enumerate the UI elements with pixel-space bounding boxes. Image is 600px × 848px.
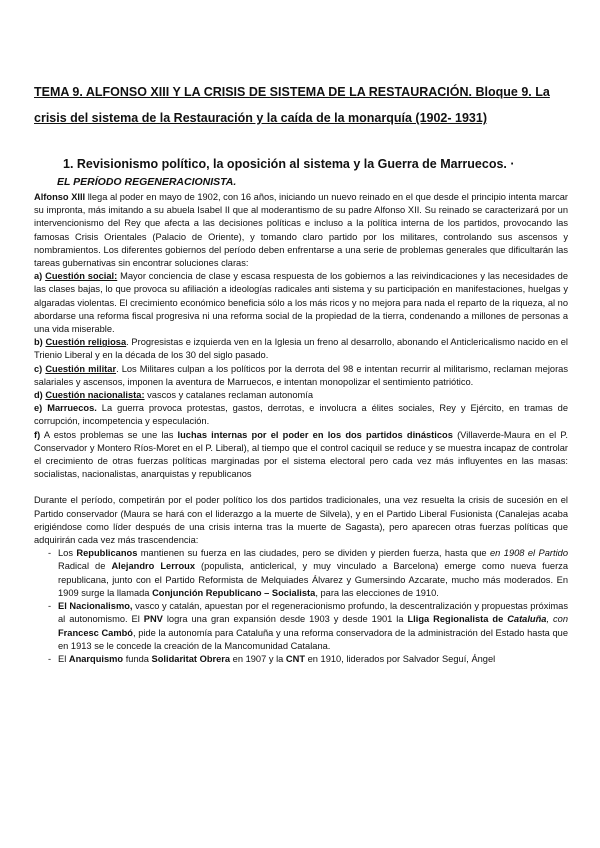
issue-text: La guerra provoca protestas, gastos, derrotas, e involucra a élites sociales, Rey y Ejército, en tramas de corrupción, incompetencia y especulación. (34, 403, 568, 427)
issue-prefix: a) (34, 271, 46, 282)
list-bold: Alejandro Lerroux (111, 561, 195, 572)
list-bold: CNT (285, 653, 306, 664)
document-body (34, 191, 568, 666)
issue-text: Mayor conciencia de clase y escasa respuesta de los gobiernos a las reivindicaciones y las necesidades de las clases bajas, lo que provoca su afiliación a ideologías radicales anti sistema y su participación en manifestaciones, huelgas y algaradas violentas. El crecimiento económico beneficia sólo a los más ricos y no mejora para nada el reparto de la riqueza, al no abordarse una reforma fiscal progresiva ni una reforma social de la propiedad de la tierra, condenando a millones de personas a una vida miserable. (34, 271, 568, 335)
list-bold: Republicanos (76, 548, 138, 559)
section-heading: 1. Revisionismo político, la oposición al sistema y la Guerra de Marruecos. · (63, 157, 515, 171)
list-text: vasco y catalán, apuestan por el regeneracionismo profundo, la descentralización y propuestas próximas al autonomismo. El (58, 601, 568, 625)
issue-prefix: c) (34, 363, 46, 374)
issue-prefix: d) (34, 390, 46, 401)
issue-label: Marruecos. (47, 403, 97, 414)
dash-bullet: - (48, 653, 52, 664)
document-title (34, 79, 574, 131)
list-bold: Solidaritat Obrera (151, 653, 231, 664)
list-bold: Lliga Regionalista de (407, 614, 508, 625)
list-text: , para las elecciones de 1910. (315, 587, 439, 598)
list-text: El (58, 653, 69, 664)
issue-a (34, 270, 568, 336)
list-bold: PNV (143, 614, 163, 625)
spacer (34, 481, 568, 494)
issue-label: Cuestión religiosa (45, 337, 127, 348)
issue-d (34, 389, 568, 402)
issue-text: vascos y catalanes reclaman autonomía (144, 390, 314, 401)
list-text: (populista, anticlerical, y muy vinculado a Barcelona) emerge como nueva fuerza republicana, junto con el Partido Reformista de Melquiades Álvarez y Gumersindo Azcarate, mucho más moderados. En 1909 surge la llamada (58, 561, 568, 598)
issue-text: . Progresistas e izquierda ven en la Iglesia un freno al desarrollo, abonando el Anticlericalismo nacido en el Trienio Liberal y en la década de los 30 del siglo pasado. (34, 337, 568, 361)
list-item-republicanos (34, 547, 568, 600)
issue-e (34, 402, 568, 428)
forces-list (34, 547, 568, 666)
issue-b (34, 336, 568, 362)
list-text: en 1907 y la (230, 653, 286, 664)
section-subheading: EL PERÍODO REGENERACIONISTA. (57, 176, 237, 188)
issue-text: (Villaverde-Maura en el P. Conservador y Montero Ríos-Moret en el P. Liberal), al tiempo que el control caciquil se reduce y se muestra incapaz de controlar el crecimiento de otras fuerzas políticas marginadas por el sistema electoral pero cada vez más influyentes en las masas: socialistas, nacionalistas, anarquistas y republicanos (34, 429, 568, 480)
issue-prefix: f) (34, 429, 41, 440)
issue-text: . Los Militares culpan a los políticos por la derrota del 98 e intentan recurrir al militarismo, reclaman mejoras salariales y ascensos, imponen la aventura de Marruecos, e intentan monopolizar el sentimiento patriótico. (34, 363, 568, 387)
issue-label: Cuestión militar (45, 363, 117, 374)
list-bold: Francesc Cambó (58, 627, 133, 638)
list-text: Radical de (58, 561, 112, 572)
list-text: , pide la autonomía para Cataluña y una reforma conservadora de la administración del Estado hasta que en 1913 se le concede la creación de la Mancomunidad Catalana. (58, 627, 569, 651)
list-item-nacionalismo (34, 600, 568, 653)
issue-label: Cuestión nacionalista: (45, 390, 145, 401)
list-bold: Anarquismo (68, 653, 124, 664)
list-text: Los (58, 548, 77, 559)
issue-f (34, 429, 568, 482)
title-block: Bloque 9. La crisis del sistema de la Restauración y la caída de la monarquía (1902- 1931) (34, 85, 550, 125)
list-text: funda (123, 653, 152, 664)
list-text: mantienen su fuerza en las ciudades, pero se dividen y pierden fuerza, hasta que (137, 548, 491, 559)
issue-c (34, 363, 568, 389)
issue-bold: luchas internas por el poder en los dos partidos dinásticos (177, 429, 453, 440)
intro-text: llega al poder en mayo de 1902, con 16 años, iniciando un nuevo reinado en el que desde el principio intenta marcar su impronta, más imitando a su abuela Isabel II que al moderantismo de su padre Alfonso XII. Su reinado se caracterizará por un intervencionismo del Rey que afecta a las decisiones políticas e incluso a la política interna de los partidos, provocando las famosas Crisis Orientales (Palacio de Oriente), y tomando claro partido por los militares, controlando sus ascensos y nombramientos. Los diferentes gobiernos del período deben enfrentarse a una serie de problemas generales que dificultarán las tareas gubernativas sin encontrar soluciones claras: (34, 192, 568, 269)
issue-label: Cuestión social: (45, 271, 118, 282)
list-bold-italic: Cataluña (507, 614, 547, 625)
issue-prefix: b) (34, 337, 46, 348)
list-bold: Conjunción Republicano – Socialista (152, 587, 316, 598)
issue-text: A estos problemas se une las (40, 429, 178, 440)
dash-bullet: - (48, 601, 52, 612)
list-italic: , con (546, 614, 568, 625)
intro-paragraph (34, 191, 568, 270)
list-bold: El Nacionalismo, (58, 601, 133, 612)
title-main: TEMA 9. ALFONSO XIII Y LA CRISIS DE SISTEMA DE LA RESTAURACIÓN. (34, 85, 473, 99)
list-text: logra una gran expansión desde 1903 y desde 1901 la (162, 614, 408, 625)
list-item-anarquismo (34, 653, 568, 666)
list-italic: en 1908 el Partido (490, 548, 568, 559)
period-paragraph: Durante el período, competirán por el poder político los dos partidos tradicionales, una vez resuelta la crisis de sucesión en el Partido conservador (Maura se hará con el liderazgo a la muerte de Silvela), y en el Partido Liberal Fusionista (Canalejas acaba erigiéndose como líder después de una crisis interna tras la muerte de Sagasta), pero aparecen otras fuerzas políticas que adquirirán cada vez más trascendencia: (34, 495, 568, 546)
list-text: en 1910, liderados por Salvador Seguí, Ángel (305, 653, 496, 664)
dash-bullet: - (48, 548, 52, 559)
intro-name: Alfonso XIII (34, 192, 86, 202)
issue-prefix: e) (34, 403, 48, 414)
